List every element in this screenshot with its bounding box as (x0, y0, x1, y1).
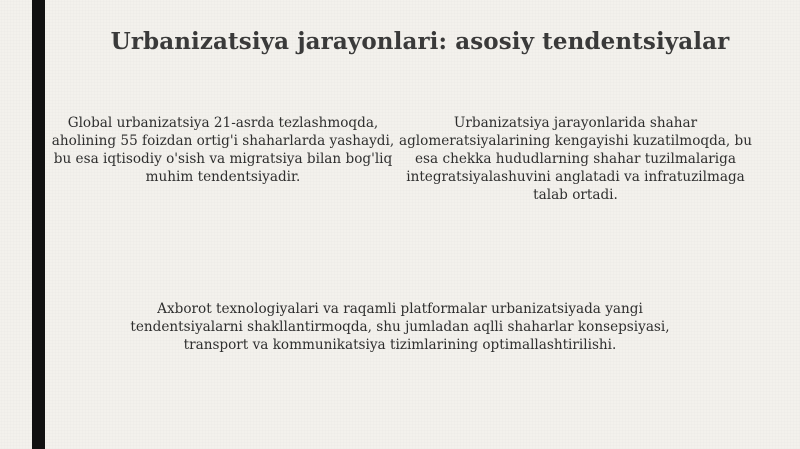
paragraph-left: Global urbanizatsiya 21-asrda tezlashmoqda, aholining 55 foizdan ortig'i shaharlarda yashaydi, bu esa iqtisodiy o'sish va migratsiya bilan bog'liq muhim tendentsiyadir. (51, 115, 395, 185)
slide-title: Urbanizatsiya jarayonlari: asosiy tendentsiyalar (110, 28, 730, 55)
accent-side-bar (32, 0, 45, 449)
paragraph-right: Urbanizatsiya jarayonlarida shahar aglomeratsiyalarining kengayishi kuzatilmoqda, bu esa chekka hududlarning shahar tuzilmalariga integratsiyalashuvini anglatadi va infratuzilmaga talab ortadi. (399, 115, 752, 203)
paragraph-bottom: Axborot texnologiyalari va raqamli platformalar urbanizatsiyada yangi tendentsiyalarni shakllantirmoqda, shu jumladan aqlli shaharlar konsepsiyasi, transport va kommunikatsiya tizimlarining optimallashtirilishi. (130, 301, 670, 353)
